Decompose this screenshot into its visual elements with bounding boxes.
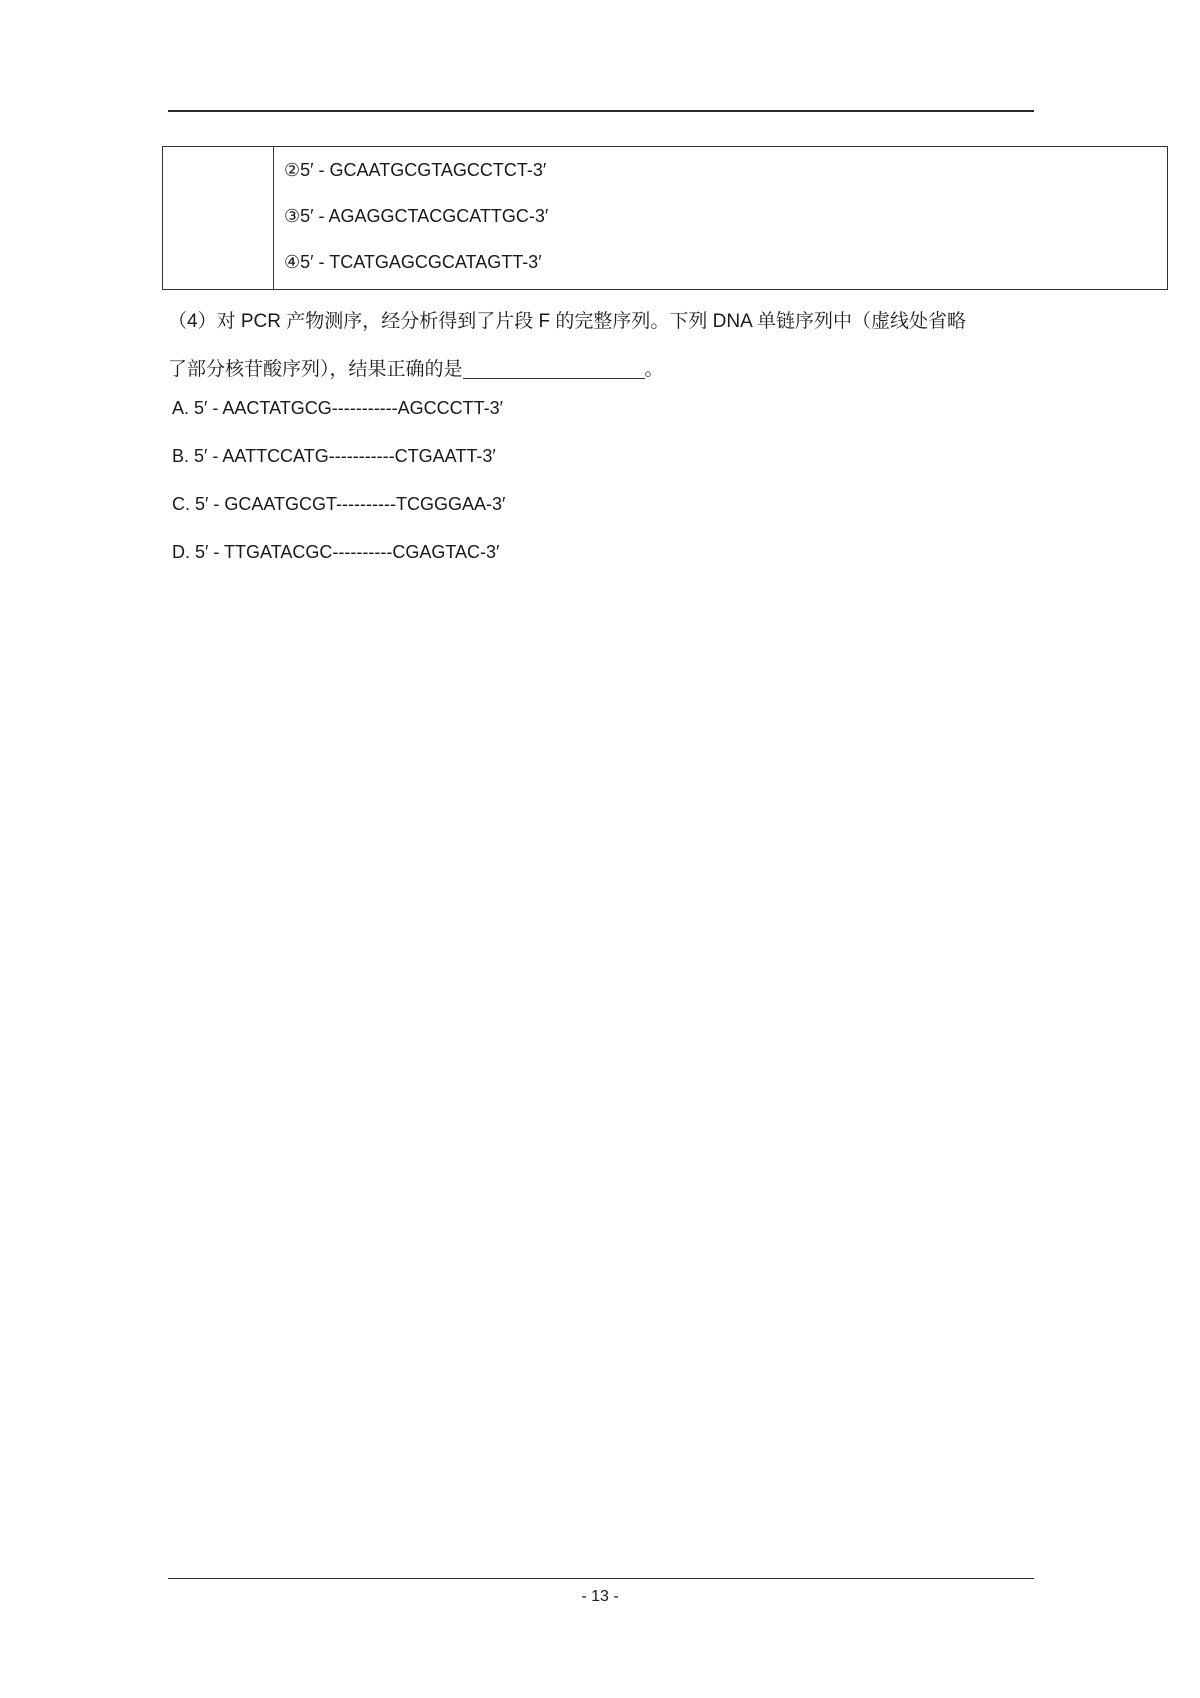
answer-blank[interactable]	[463, 356, 645, 379]
page-number: - 13 -	[581, 1588, 619, 1605]
question-text-line-2-suffix: 。	[644, 359, 664, 380]
option-d: D. 5′ - TTGATACGC----------CGAGTAC-3′	[172, 542, 500, 562]
table-row	[163, 147, 1168, 290]
table-label-cell	[163, 147, 274, 290]
option-c: C. 5′ - GCAATGCGT----------TCGGGAA-3′	[172, 494, 506, 514]
primer-table	[162, 146, 1168, 290]
option-b: B. 5′ - AATTCCATG-----------CTGAATT-3′	[172, 446, 496, 466]
question-4	[168, 298, 1048, 394]
primer-sequence-3: ③5′ - AGAGGCTACGCATTGC-3′	[284, 206, 549, 226]
header-rule	[168, 110, 1034, 112]
footer-rule	[168, 1578, 1034, 1579]
answer-options	[172, 384, 505, 576]
question-text-line-2-prefix: 了部分核苷酸序列），结果正确的是	[168, 359, 463, 380]
primer-sequence-2: ②5′ - GCAATGCGTAGCCTCT-3′	[284, 160, 547, 180]
option-a: A. 5′ - AACTATGCG-----------AGCCCTT-3′	[172, 398, 504, 418]
question-text-line-1: （4）对 PCR 产物测序，经分析得到了片段 F 的完整序列。下列 DNA 单链序列中（虚线处省略	[168, 311, 967, 332]
primer-sequence-4: ④5′ - TCATGAGCGCATAGTT-3′	[284, 252, 542, 272]
table-sequence-cell	[274, 147, 1168, 290]
